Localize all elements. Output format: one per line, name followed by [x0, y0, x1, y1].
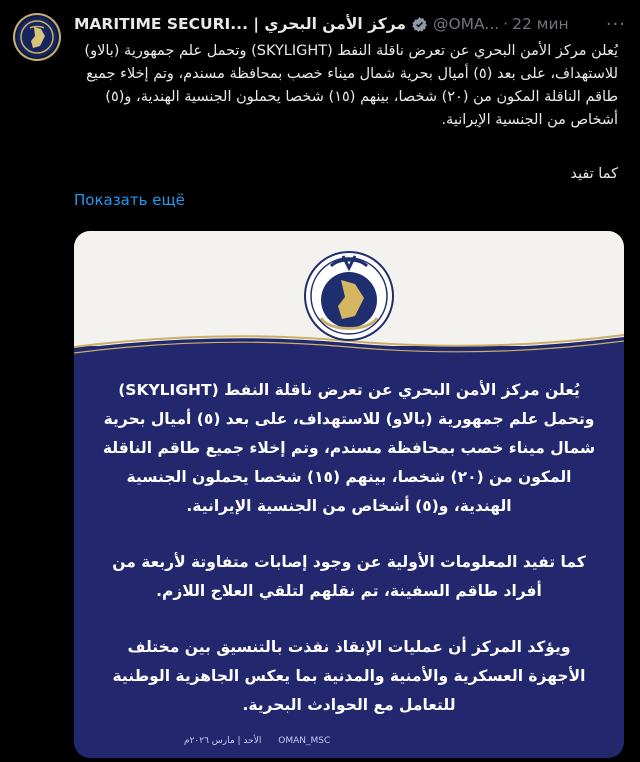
verified-badge-icon [411, 16, 428, 33]
author-handle[interactable]: @OMA... [432, 15, 500, 33]
card-announcement-text [100, 376, 598, 747]
card-footer-date: الأحد | مارس ٢٠٢٦م [184, 736, 262, 746]
tweet-text: يُعلن مركز الأمن البحري عن تعرض ناقلة النفط (SKYLIGHT) وتحمل علم جمهورية (بالاو) للاستهداف، على بعد (٥) أميال بحرية شمال ميناء خصب بمحافظة مسندم، وتم إخلاء جميع طاقم الناقلة المكون من (٢٠) شخصا، بينهم (١٥) شخصا يحملون الجنسية الهندية، و(٥) أشخاص من الجنسية الإيرانية. [84, 43, 618, 128]
card-footer-handle: OMAN_MSC [278, 736, 331, 746]
author-name[interactable]: MARITIME SECURI... | مركز الأمن البحري [74, 15, 406, 33]
card-paragraph-2: كما تفيد المعلومات الأولية عن وجود إصابات متفاوتة لأربعة من أفراد طاقم السفينة، تم نقلهم لتلقي العلاج اللازم. [112, 553, 586, 600]
card-paragraph-1: يُعلن مركز الأمن البحري عن تعرض ناقلة النفط (SKYLIGHT) وتحمل علم جمهورية (بالاو) للاستهداف، على بعد (٥) أميال بحرية شمال ميناء خصب بمحافظة مسندم، وتم إخلاء جميع طاقم الناقلة المكون من (٢٠) شخصا، بينهم (١٥) شخصا يحملون الجنسية الهندية، و(٥) أشخاص من الجنسية الإيرانية. [102, 381, 596, 515]
more-options-icon[interactable]: ··· [605, 13, 626, 35]
tweet-text-continuation: كما تفيد [570, 166, 618, 182]
card-footer [184, 736, 344, 746]
tweet-media-image[interactable] [74, 231, 624, 758]
timestamp[interactable]: 22 мин [512, 15, 569, 33]
show-more-link[interactable]: Показать ещё [74, 191, 185, 209]
separator-dot: · [503, 15, 509, 33]
maritime-center-emblem-icon [301, 248, 397, 348]
oman-emblem-icon [19, 19, 55, 55]
tweet-header [74, 12, 626, 36]
card-paragraph-3: ويؤكد المركز أن عمليات الإنقاذ نفذت بالتنسيق بين مختلف الأجهزة العسكرية والأمنية والمدنية بما يعكس الجاهزية الوطنية للتعامل مع الحوادث البحرية. [112, 638, 586, 714]
avatar[interactable] [13, 13, 61, 61]
